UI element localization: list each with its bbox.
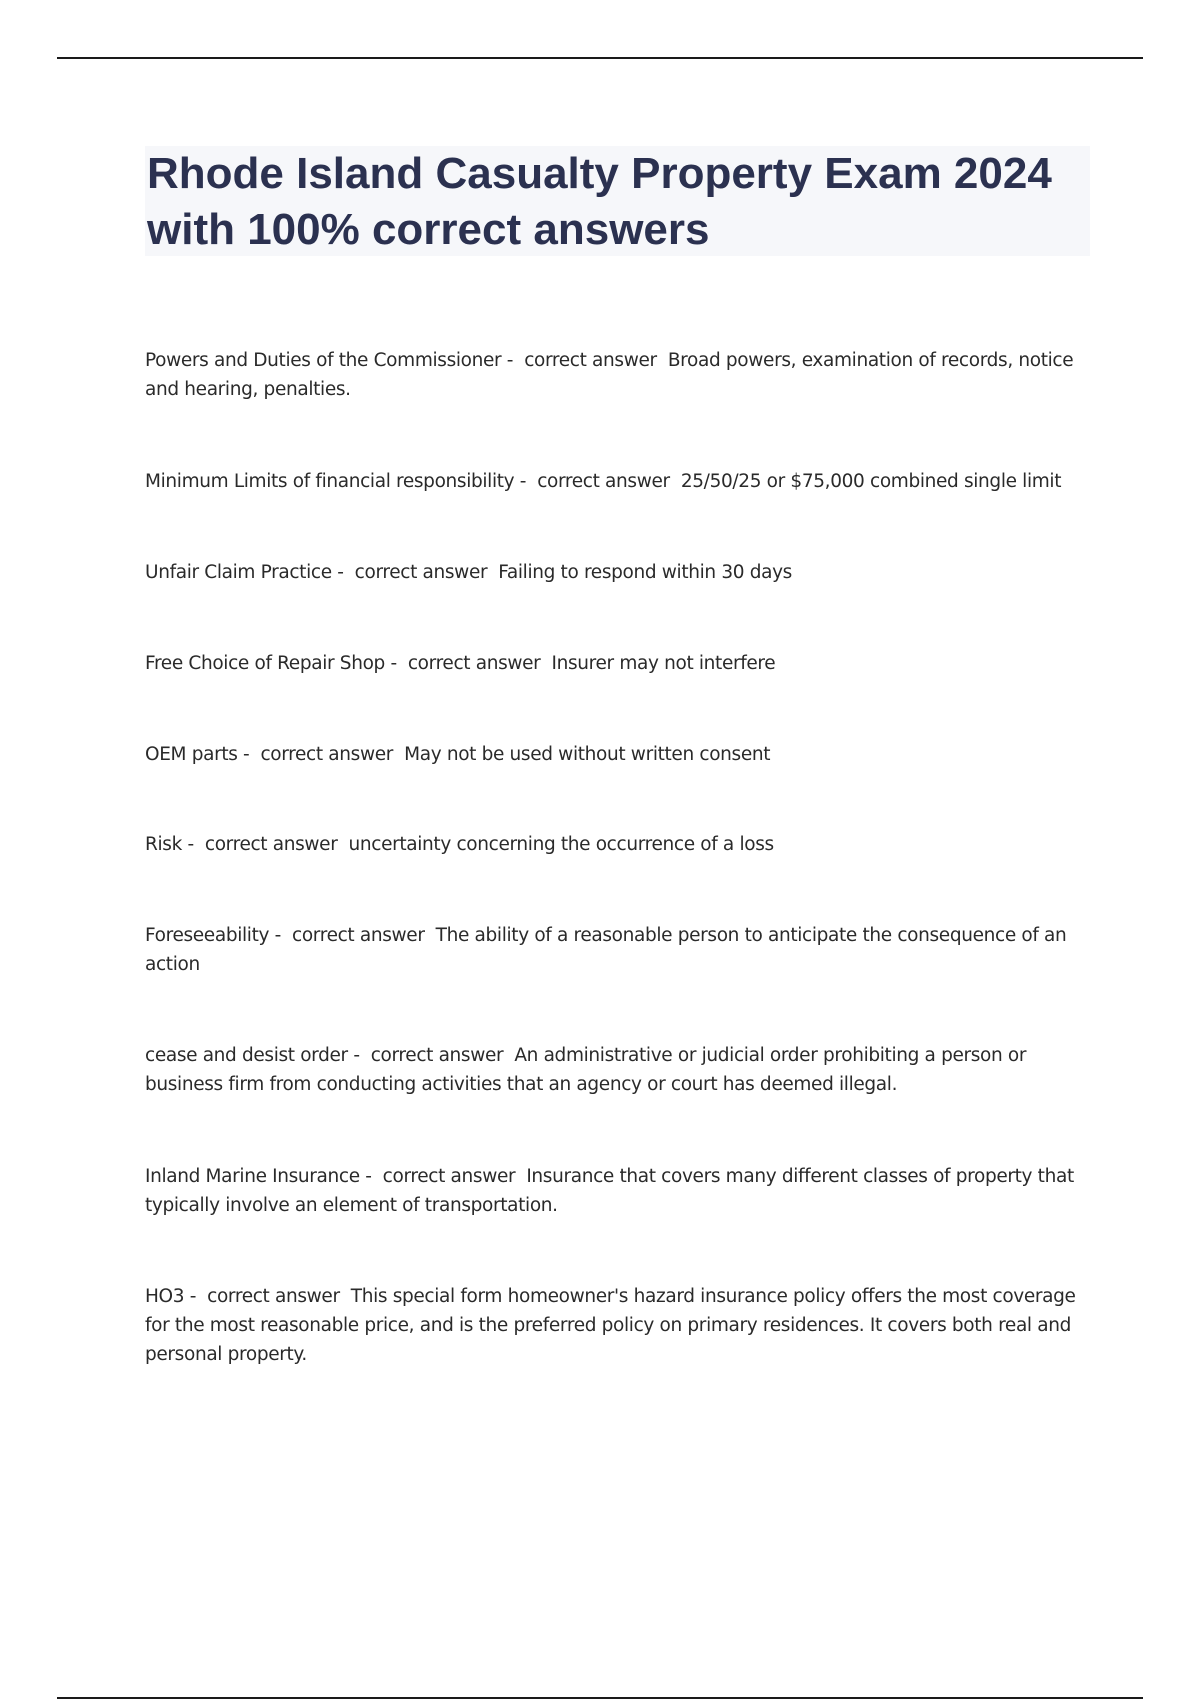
- qa-answer: May not be used without written consent: [404, 744, 771, 765]
- qa-term: cease and desist order: [145, 1045, 348, 1066]
- qa-answer: Broad powers, examination of records, notice and hearing, penalties.: [145, 350, 1079, 400]
- qa-answer: Failing to respond within 30 days: [498, 562, 792, 583]
- qa-separator: - correct answer: [359, 1166, 527, 1187]
- qa-answer: This special form homeowner's hazard insurance policy offers the most coverage for the most reasonable price, and is the preferred policy on primary residences. It covers both real and personal property.: [145, 1286, 1082, 1365]
- qa-item: [145, 1282, 1090, 1369]
- qa-answer: 25/50/25 or $75,000 combined single limit: [680, 471, 1062, 492]
- qa-separator: - correct answer: [237, 744, 405, 765]
- bottom-divider: [57, 1697, 1143, 1699]
- qa-item: [145, 1162, 1090, 1220]
- qa-separator: - correct answer: [181, 834, 349, 855]
- qa-separator: - correct answer: [269, 925, 436, 946]
- qa-term: Powers and Duties of the Commissioner: [145, 350, 502, 371]
- qa-term: HO3: [145, 1286, 185, 1307]
- title-banner: [145, 146, 1090, 256]
- qa-answer: Insurance that covers many different classes of property that typically involve an element of transportation.: [145, 1166, 1080, 1216]
- qa-item: [145, 467, 1090, 496]
- qa-item: [145, 830, 1090, 859]
- qa-separator: - correct answer: [347, 1045, 515, 1066]
- qa-term: Foreseeability: [145, 925, 270, 946]
- qa-separator: - correct answer: [384, 653, 552, 674]
- qa-answer: uncertainty concerning the occurrence of a loss: [348, 834, 774, 855]
- qa-answer: The ability of a reasonable person to anticipate the consequence of an action: [145, 925, 1072, 975]
- qa-term: Free Choice of Repair Shop: [145, 653, 385, 674]
- qa-item: [145, 649, 1090, 678]
- qa-item: [145, 740, 1090, 769]
- qa-term: Minimum Limits of financial responsibility: [145, 471, 515, 492]
- top-divider: [57, 57, 1143, 59]
- qa-term: OEM parts: [145, 744, 238, 765]
- qa-term: Unfair Claim Practice: [145, 562, 332, 583]
- qa-term: Risk: [145, 834, 182, 855]
- qa-answer: Insurer may not interfere: [551, 653, 776, 674]
- qa-item: [145, 1041, 1090, 1099]
- qa-item: [145, 558, 1090, 587]
- qa-item: [145, 346, 1090, 404]
- document-title: Rhode Island Casualty Property Exam 2024 with 100% correct answers: [147, 149, 1052, 254]
- qa-separator: - correct answer: [331, 562, 499, 583]
- qa-item: [145, 921, 1090, 979]
- qa-answer: An administrative or judicial order prohibiting a person or business firm from conducting activities that an agency or court has deemed illegal.: [145, 1045, 1032, 1095]
- qa-separator: - correct answer: [184, 1286, 351, 1307]
- qa-separator: - correct answer: [514, 471, 681, 492]
- qa-separator: - correct answer: [501, 350, 668, 371]
- qa-term: Inland Marine Insurance: [145, 1166, 360, 1187]
